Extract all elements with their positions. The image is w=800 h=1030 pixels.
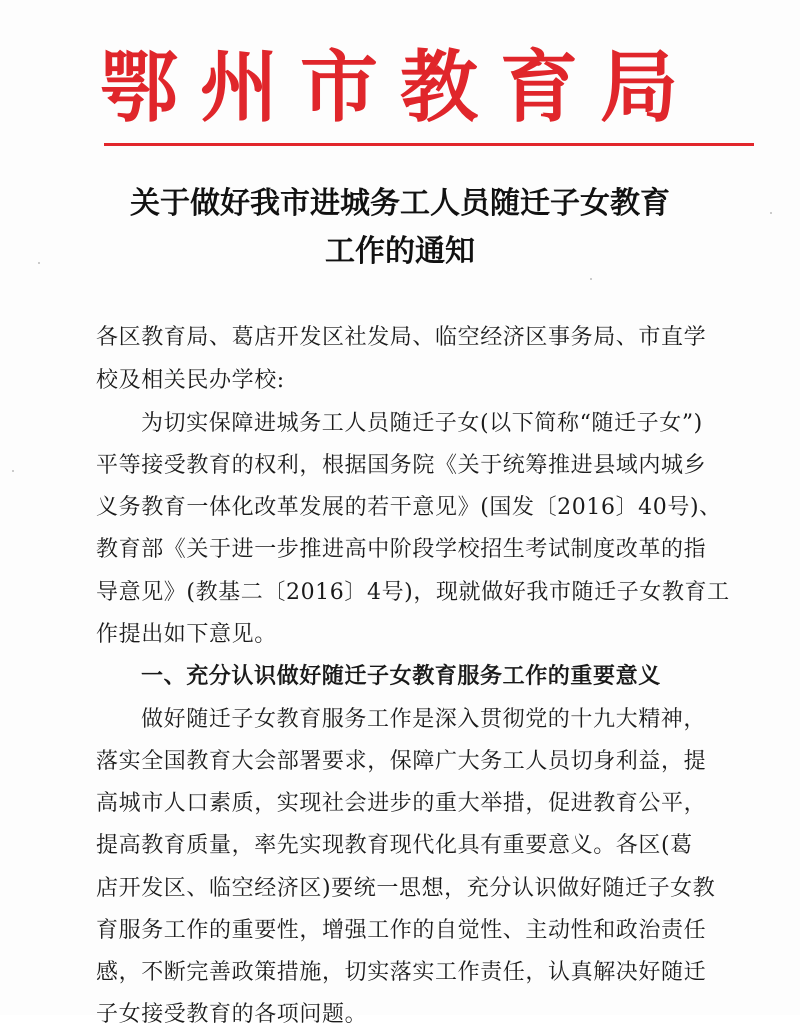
section-1-line: 提高教育质量，率先实现教育现代化具有重要意义。各区(葛	[96, 833, 693, 858]
section-1-line: 做好随迁子女教育服务工作是深入贯彻党的十九大精神，	[141, 707, 707, 732]
section-1-heading: 一、充分认识做好随迁子女教育服务工作的重要意义	[141, 664, 661, 689]
document-title-line-1: 关于做好我市进城务工人员随迁子女教育	[130, 186, 670, 221]
document-title-line-2: 工作的通知	[325, 234, 475, 269]
scan-speck	[12, 470, 14, 472]
addressee-line-2: 校及相关民办学校:	[96, 368, 285, 393]
addressee-line-1: 各区教育局、葛店开发区社发局、临空经济区事务局、市直学	[96, 325, 707, 350]
section-1-line: 落实全国教育大会部署要求，保障广大务工人员切身利益，提	[96, 749, 707, 774]
intro-line: 作提出如下意见。	[96, 622, 277, 647]
scan-speck	[770, 212, 772, 214]
intro-line: 教育部《关于进一步推进高中阶段学校招生考试制度改革的指	[96, 537, 707, 562]
intro-line: 导意见》(教基二〔2016〕4号)，现就做好我市随迁子女教育工	[96, 580, 730, 605]
intro-line: 平等接受教育的权利，根据国务院《关于统筹推进县域内城乡	[96, 453, 707, 478]
letterhead-red-rule	[104, 143, 754, 146]
section-1-line: 感，不断完善政策措施，切实落实工作责任，认真解决好随迁	[96, 960, 707, 985]
intro-line: 为切实保障进城务工人员随迁子女(以下简称“随迁子女”)	[141, 411, 703, 436]
intro-line: 义务教育一体化改革发展的若干意见》(国发〔2016〕40号)、	[96, 495, 722, 520]
letterhead: 鄂州市教育局	[99, 42, 700, 133]
scan-speck	[590, 278, 592, 280]
section-1-line: 子女接受教育的各项问题。	[96, 1002, 368, 1027]
scan-speck	[38, 262, 40, 264]
section-1-line: 高城市人口素质，实现社会进步的重大举措，促进教育公平，	[96, 791, 707, 816]
document-body	[96, 320, 730, 1027]
section-1-line: 育服务工作的重要性，增强工作的自觉性、主动性和政治责任	[96, 918, 707, 943]
section-1-line: 店开发区、临空经济区)要统一思想，充分认识做好随迁子女教	[96, 876, 716, 901]
